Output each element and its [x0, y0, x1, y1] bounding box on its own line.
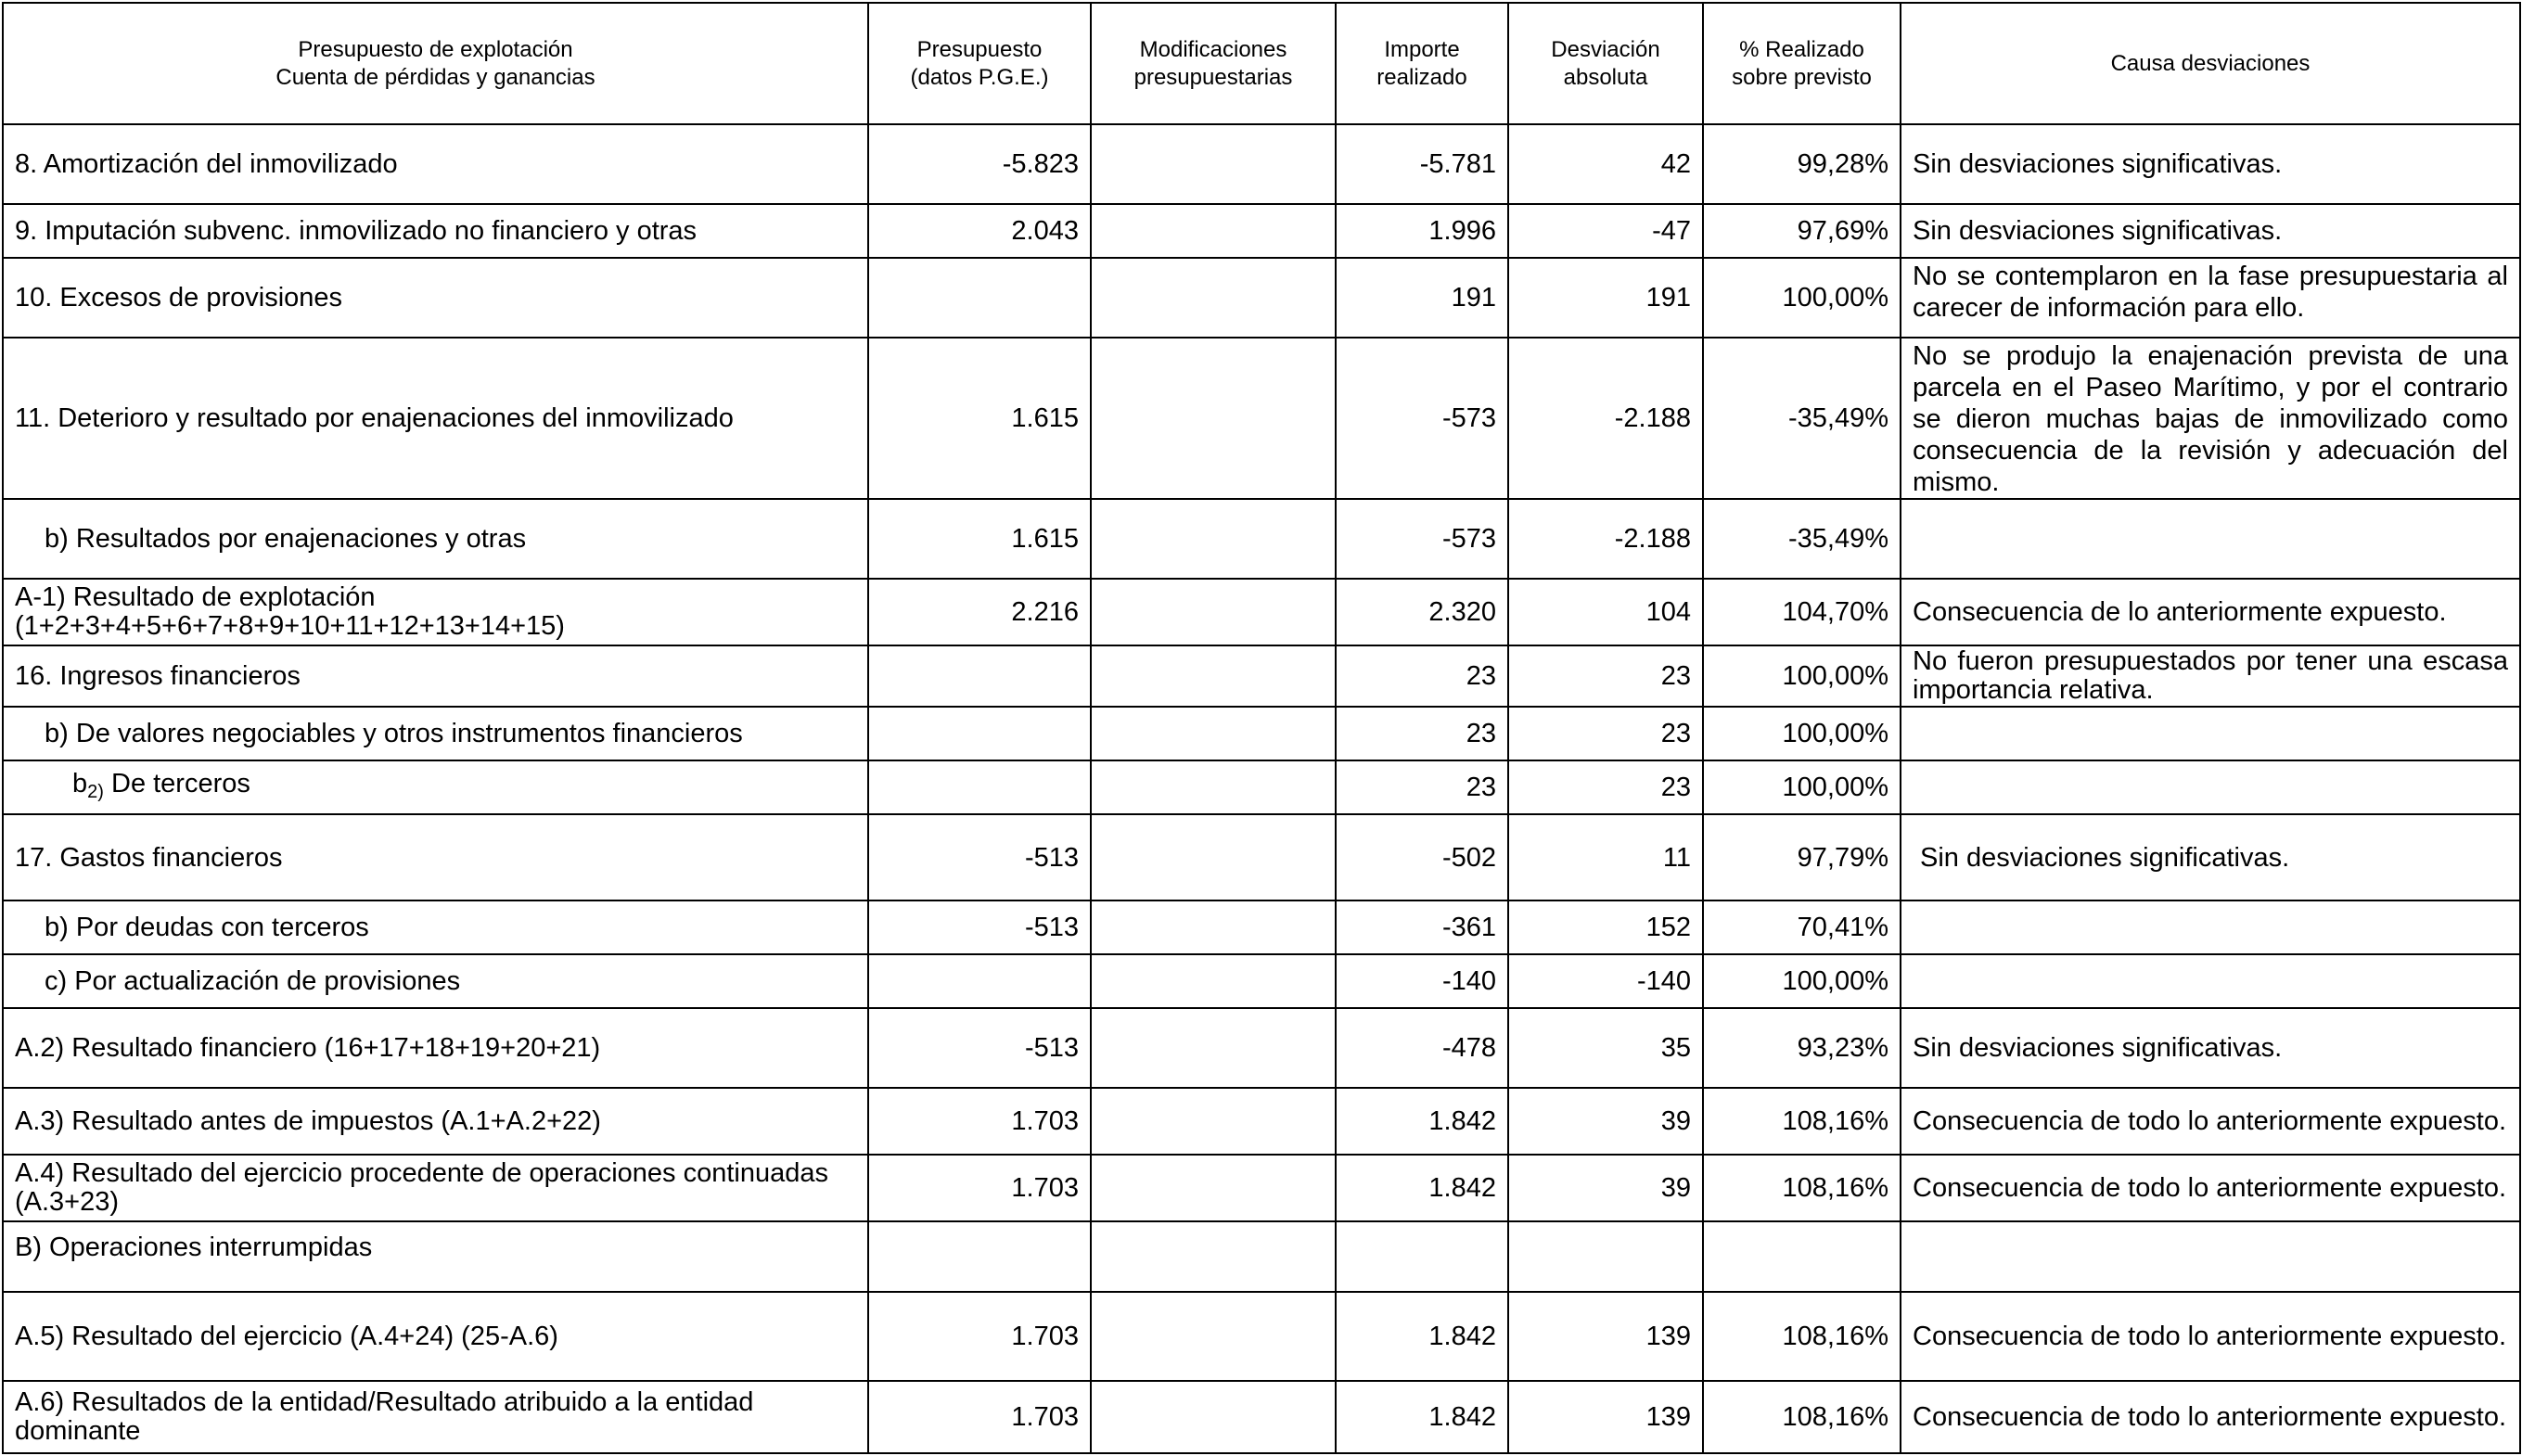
budget-cell: 1.703 — [868, 1292, 1091, 1381]
pct-cell: 108,16% — [1703, 1155, 1901, 1221]
deviation-cell: 23 — [1508, 707, 1703, 760]
pct-cell: -35,49% — [1703, 499, 1901, 579]
realized-cell: 1.842 — [1336, 1292, 1508, 1381]
table-row — [3, 1155, 2520, 1221]
table-row — [3, 900, 2520, 954]
concept-prefix: b — [72, 768, 88, 798]
modifications-cell — [1091, 338, 1336, 499]
pct-cell: 108,16% — [1703, 1292, 1901, 1381]
deviation-cell: 139 — [1508, 1292, 1703, 1381]
realized-cell: 23 — [1336, 760, 1508, 814]
budget-cell — [868, 258, 1091, 338]
realized-cell: -478 — [1336, 1008, 1508, 1088]
modifications-cell — [1091, 204, 1336, 258]
cause-cell — [1901, 900, 2520, 954]
deviation-cell: -47 — [1508, 204, 1703, 258]
concept-cell: A.4) Resultado del ejercicio procedente de operaciones continuadas (A.3+23) — [3, 1155, 868, 1221]
realized-cell: -502 — [1336, 814, 1508, 900]
pct-cell: 93,23% — [1703, 1008, 1901, 1088]
concept-cell: A.5) Resultado del ejercicio (A.4+24) (25-A.6) — [3, 1292, 868, 1381]
modifications-cell — [1091, 900, 1336, 954]
pct-cell: -35,49% — [1703, 338, 1901, 499]
concept-cell: A.6) Resultados de la entidad/Resultado atribuido a la entidad dominante — [3, 1381, 868, 1453]
pct-cell: 100,00% — [1703, 760, 1901, 814]
modifications-cell — [1091, 645, 1336, 707]
modifications-cell — [1091, 814, 1336, 900]
cause-cell: No fueron presupuestados por tener una escasa importancia relativa. — [1901, 645, 2520, 707]
realized-cell: -5.781 — [1336, 124, 1508, 204]
concept-cell: B) Operaciones interrumpidas — [3, 1221, 868, 1292]
table-row — [3, 124, 2520, 204]
modifications-cell — [1091, 124, 1336, 204]
pct-cell — [1703, 1221, 1901, 1292]
cause-cell — [1901, 954, 2520, 1008]
realized-cell: -573 — [1336, 499, 1508, 579]
cause-cell: No se produjo la enajenación prevista de una parcela en el Paseo Marítimo, y por el contrario se dieron muchas bajas de inmovilizado como consecuencia de la revisión y adecuación del mismo. — [1901, 338, 2520, 499]
realized-cell: -361 — [1336, 900, 1508, 954]
budget-cell — [868, 645, 1091, 707]
budget-cell: -5.823 — [868, 124, 1091, 204]
modifications-cell — [1091, 954, 1336, 1008]
pct-cell: 97,69% — [1703, 204, 1901, 258]
budget-cell: 1.703 — [868, 1088, 1091, 1155]
budget-cell — [868, 954, 1091, 1008]
modifications-cell — [1091, 1292, 1336, 1381]
cause-cell: Sin desviaciones significativas. — [1901, 204, 2520, 258]
budget-cell: 2.043 — [868, 204, 1091, 258]
pct-cell: 108,16% — [1703, 1088, 1901, 1155]
table-row — [3, 954, 2520, 1008]
realized-cell: 191 — [1336, 258, 1508, 338]
concept-cell: 16. Ingresos financieros — [3, 645, 868, 707]
deviation-cell: 39 — [1508, 1088, 1703, 1155]
table-row — [3, 814, 2520, 900]
cause-cell: Sin desviaciones significativas. — [1901, 1008, 2520, 1088]
pct-cell: 100,00% — [1703, 258, 1901, 338]
deviation-cell: 42 — [1508, 124, 1703, 204]
pct-cell: 100,00% — [1703, 645, 1901, 707]
header-modifications: Modificaciones presupuestarias — [1091, 3, 1336, 124]
budget-results-table — [2, 2, 2521, 1454]
pct-cell: 108,16% — [1703, 1381, 1901, 1453]
pct-cell: 99,28% — [1703, 124, 1901, 204]
deviation-cell: 139 — [1508, 1381, 1703, 1453]
pct-cell: 97,79% — [1703, 814, 1901, 900]
modifications-cell — [1091, 579, 1336, 645]
budget-cell: -513 — [868, 900, 1091, 954]
concept-suffix: De terceros — [103, 768, 250, 798]
cause-cell: Sin desviaciones significativas. — [1901, 124, 2520, 204]
concept-cell: A.3) Resultado antes de impuestos (A.1+A.2+22) — [3, 1088, 868, 1155]
cause-cell — [1901, 1221, 2520, 1292]
table-row — [3, 338, 2520, 499]
table-row — [3, 499, 2520, 579]
budget-cell: 1.703 — [868, 1155, 1091, 1221]
deviation-cell — [1508, 1221, 1703, 1292]
deviation-cell: 35 — [1508, 1008, 1703, 1088]
header-concept: Presupuesto de explotación Cuenta de pérdidas y ganancias — [3, 3, 868, 124]
modifications-cell — [1091, 1088, 1336, 1155]
deviation-cell: 191 — [1508, 258, 1703, 338]
modifications-cell — [1091, 1221, 1336, 1292]
table-row — [3, 1008, 2520, 1088]
concept-cell: 10. Excesos de provisiones — [3, 258, 868, 338]
concept-cell: 8. Amortización del inmovilizado — [3, 124, 868, 204]
budget-cell: 1.703 — [868, 1381, 1091, 1453]
pct-cell: 70,41% — [1703, 900, 1901, 954]
cause-cell — [1901, 499, 2520, 579]
realized-cell — [1336, 1221, 1508, 1292]
table-row — [3, 579, 2520, 645]
header-budget: Presupuesto (datos P.G.E.) — [868, 3, 1091, 124]
modifications-cell — [1091, 258, 1336, 338]
deviation-cell: 39 — [1508, 1155, 1703, 1221]
table-row — [3, 1292, 2520, 1381]
realized-cell: 1.842 — [1336, 1088, 1508, 1155]
deviation-cell: 104 — [1508, 579, 1703, 645]
table-row — [3, 1381, 2520, 1453]
cause-cell: Sin desviaciones significativas. — [1901, 814, 2520, 900]
cause-cell: Consecuencia de todo lo anteriormente expuesto. — [1901, 1088, 2520, 1155]
header-realized: Importe realizado — [1336, 3, 1508, 124]
budget-cell: 1.615 — [868, 338, 1091, 499]
realized-cell: 23 — [1336, 645, 1508, 707]
concept-cell: b) Resultados por enajenaciones y otras — [3, 499, 868, 579]
cause-cell: No se contemplaron en la fase presupuestaria al carecer de información para ello. — [1901, 258, 2520, 338]
pct-cell: 100,00% — [1703, 954, 1901, 1008]
cause-cell: Consecuencia de todo lo anteriormente expuesto. — [1901, 1155, 2520, 1221]
realized-cell: 2.320 — [1336, 579, 1508, 645]
realized-cell: 23 — [1336, 707, 1508, 760]
cause-cell: Consecuencia de todo lo anteriormente expuesto. — [1901, 1292, 2520, 1381]
cause-cell — [1901, 707, 2520, 760]
header-row — [3, 3, 2520, 124]
header-deviation: Desviación absoluta — [1508, 3, 1703, 124]
cause-cell: Consecuencia de todo lo anteriormente expuesto. — [1901, 1381, 2520, 1453]
concept-subscript: 2) — [87, 781, 104, 802]
modifications-cell — [1091, 1155, 1336, 1221]
concept-cell: b) De valores negociables y otros instrumentos financieros — [3, 707, 868, 760]
deviation-cell: 11 — [1508, 814, 1703, 900]
concept-cell: c) Por actualización de provisiones — [3, 954, 868, 1008]
modifications-cell — [1091, 1008, 1336, 1088]
deviation-cell: 23 — [1508, 645, 1703, 707]
realized-cell: 1.996 — [1336, 204, 1508, 258]
concept-cell: 11. Deterioro y resultado por enajenaciones del inmovilizado — [3, 338, 868, 499]
budget-cell — [868, 1221, 1091, 1292]
deviation-cell: -140 — [1508, 954, 1703, 1008]
concept-cell: 17. Gastos financieros — [3, 814, 868, 900]
budget-cell — [868, 760, 1091, 814]
modifications-cell — [1091, 1381, 1336, 1453]
concept-cell — [3, 760, 868, 814]
budget-cell: -513 — [868, 1008, 1091, 1088]
table-row — [3, 258, 2520, 338]
table-row — [3, 204, 2520, 258]
table-row — [3, 1221, 2520, 1292]
deviation-cell: 23 — [1508, 760, 1703, 814]
deviation-cell: -2.188 — [1508, 499, 1703, 579]
modifications-cell — [1091, 707, 1336, 760]
realized-cell: 1.842 — [1336, 1155, 1508, 1221]
realized-cell: -573 — [1336, 338, 1508, 499]
budget-cell: 2.216 — [868, 579, 1091, 645]
deviation-cell: 152 — [1508, 900, 1703, 954]
pct-cell: 104,70% — [1703, 579, 1901, 645]
table-row — [3, 1088, 2520, 1155]
cause-cell — [1901, 760, 2520, 814]
table-row — [3, 645, 2520, 707]
concept-cell: A.2) Resultado financiero (16+17+18+19+20+21) — [3, 1008, 868, 1088]
realized-cell: -140 — [1336, 954, 1508, 1008]
header-pct: % Realizado sobre previsto — [1703, 3, 1901, 124]
header-cause: Causa desviaciones — [1901, 3, 2520, 124]
modifications-cell — [1091, 499, 1336, 579]
realized-cell: 1.842 — [1336, 1381, 1508, 1453]
budget-cell — [868, 707, 1091, 760]
concept-cell: b) Por deudas con terceros — [3, 900, 868, 954]
budget-cell: 1.615 — [868, 499, 1091, 579]
budget-cell: -513 — [868, 814, 1091, 900]
table-row — [3, 707, 2520, 760]
cause-cell: Consecuencia de lo anteriormente expuesto. — [1901, 579, 2520, 645]
concept-cell: A-1) Resultado de explotación (1+2+3+4+5+6+7+8+9+10+11+12+13+14+15) — [3, 579, 868, 645]
deviation-cell: -2.188 — [1508, 338, 1703, 499]
table-row — [3, 760, 2520, 814]
pct-cell: 100,00% — [1703, 707, 1901, 760]
concept-cell: 9. Imputación subvenc. inmovilizado no financiero y otras — [3, 204, 868, 258]
modifications-cell — [1091, 760, 1336, 814]
